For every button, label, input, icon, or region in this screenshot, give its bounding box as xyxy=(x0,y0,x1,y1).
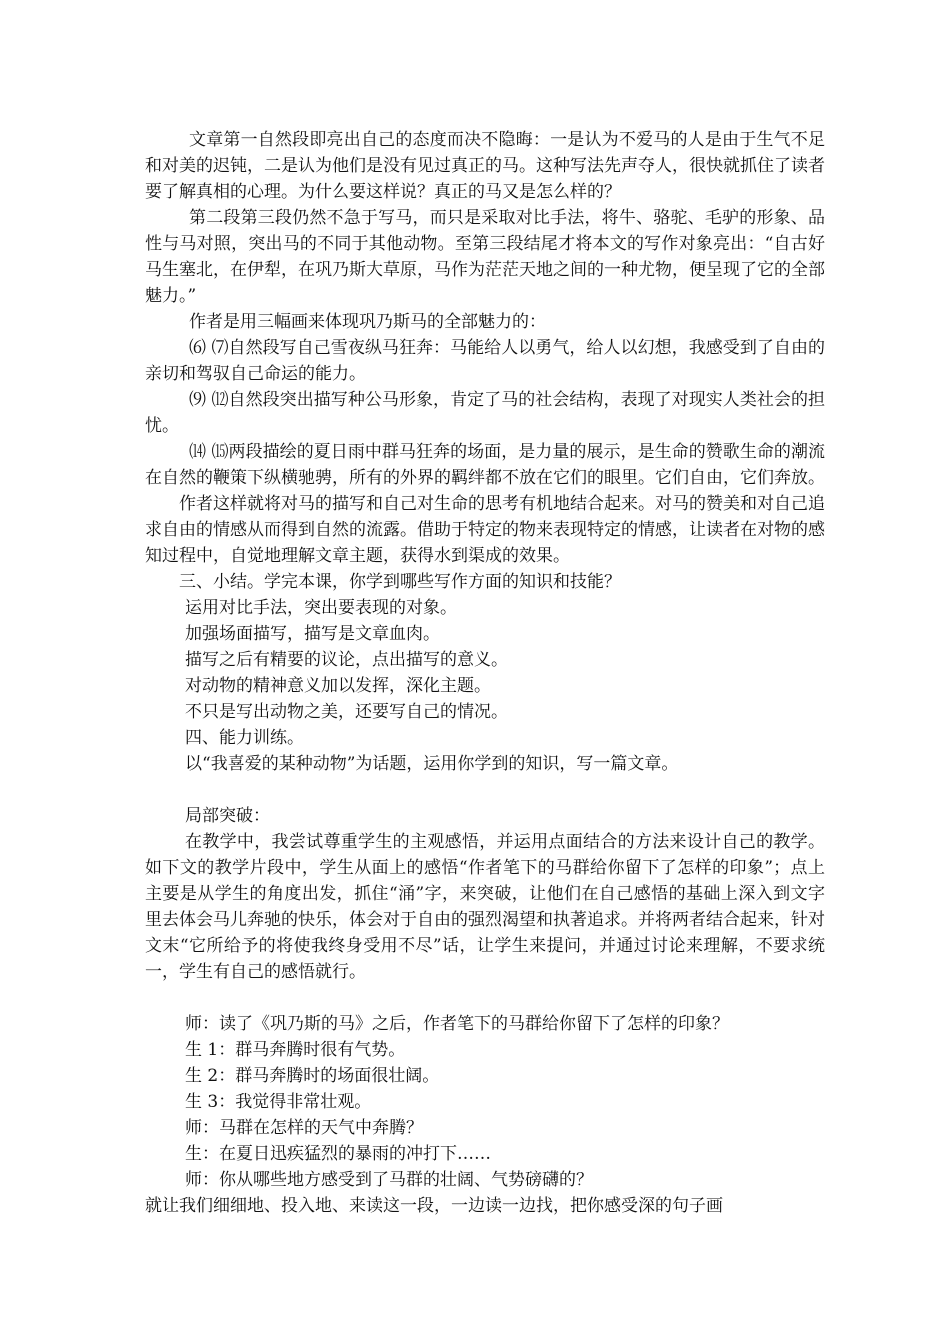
analysis-paragraph-5: ⑼ ⑿自然段突出描写种公马形象，肯定了马的社会结构，表现了对现实人类社会的担忧。 xyxy=(145,390,825,436)
spacer xyxy=(145,985,825,1011)
analysis-paragraph-4: ⑹ ⑺自然段写自己雪夜纵马狂奔：马能给人以勇气，给人以幻想，我感受到了自由的亲切和驾驭自己命运的能力。 xyxy=(145,338,825,384)
analysis-paragraph-7: 作者这样就将对马的描写和自己对生命的思考有机地结合起来。对马的赞美和对自己追求自由的情感从而得到自然的流露。借助于特定的物来表现特定的情感，让读者在对物的感知过程中，自觉地理解文章主题，获得水到渠成的效果。 xyxy=(145,494,825,566)
summary-item: 不只是写出动物之美，还要写自己的情况。 xyxy=(185,702,508,722)
document-page xyxy=(145,127,825,1219)
summary-item: 运用对比手法，突出要表现的对象。 xyxy=(185,598,457,618)
breakthrough-heading: 局部突破： xyxy=(185,806,270,826)
analysis-paragraph-2: 第二段第三段仍然不急于写马，而只是采取对比手法，将牛、骆驼、毛驴的形象、品性与马对照，突出马的不同于其他动物。至第三段结尾才将本文的写作对象亮出：“自古好马生塞北，在伊犁，在巩乃斯大草原，马作为茫茫天地之间的一种尤物，便呈现了它的全部魅力。” xyxy=(145,208,825,306)
analysis-paragraph-1: 文章第一自然段即亮出自己的态度而决不隐晦：一是认为不爱马的人是由于生气不足和对美的迟钝，二是认为他们是没有见过真正的马。这种写法先声夺人，很快就抓住了读者要了解真相的心理。为什么要这样说？真正的马又是怎么样的？ xyxy=(145,130,825,202)
dialogue-line: 生 2：群马奔腾时的场面很壮阔。 xyxy=(185,1066,440,1086)
dialogue-line: 生：在夏日迅疾猛烈的暴雨的冲打下…… xyxy=(185,1144,491,1164)
summary-heading: 三、小结。学完本课，你学到哪些写作方面的知识和技能？ xyxy=(179,572,621,592)
dialogue-last-line: 就让我们细细地、投入地、来读这一段，一边读一边找，把你感受深的句子画 xyxy=(145,1196,723,1216)
dialogue-line: 生 1：群马奔腾时很有气势。 xyxy=(185,1040,406,1060)
summary-item: 描写之后有精要的议论，点出描写的意义。 xyxy=(185,650,508,670)
training-task: 以“我喜爱的某种动物”为话题，运用你学到的知识，写一篇文章。 xyxy=(185,754,679,774)
training-heading: 四、能力训练。 xyxy=(185,728,304,748)
dialogue-line: 生 3：我觉得非常壮观。 xyxy=(185,1092,372,1112)
analysis-paragraph-3: 作者是用三幅画来体现巩乃斯马的全部魅力的： xyxy=(189,312,546,332)
dialogue-line: 师：读了《巩乃斯的马》之后，作者笔下的马群给你留下了怎样的印象？ xyxy=(185,1014,729,1034)
dialogue-line: 师：马群在怎样的天气中奔腾？ xyxy=(185,1118,423,1138)
analysis-paragraph-6: ⒁ ⒂两段描绘的夏日雨中群马狂奔的场面，是力量的展示，是生命的赞歌生命的潮流在自然的鞭策下纵横驰骋，所有的外界的羁绊都不放在它们的眼里。它们自由，它们奔放。 xyxy=(145,442,825,488)
dialogue-line: 师：你从哪些地方感受到了马群的壮阔、气势磅礴的？ xyxy=(185,1170,593,1190)
summary-item: 加强场面描写，描写是文章血肉。 xyxy=(185,624,440,644)
summary-item: 对动物的精神意义加以发挥，深化主题。 xyxy=(185,676,491,696)
breakthrough-body: 在教学中，我尝试尊重学生的主观感悟，并运用点面结合的方法来设计自己的教学。如下文的教学片段中，学生从面上的感悟“作者笔下的马群给你留下了怎样的印象”；点上主要是从学生的角度出发，抓住“涌”字，来突破，让他们在自己感悟的基础上深入到文字里去体会马儿奔驰的快乐，体会对于自由的强烈渴望和执著追求。并将两者结合起来，针对文末“它所给予的将使我终身受用不尽”话，让学生来提问，并通过讨论来理解，不要求统一，学生有自己的感悟就行。 xyxy=(145,832,825,982)
spacer xyxy=(145,777,825,803)
